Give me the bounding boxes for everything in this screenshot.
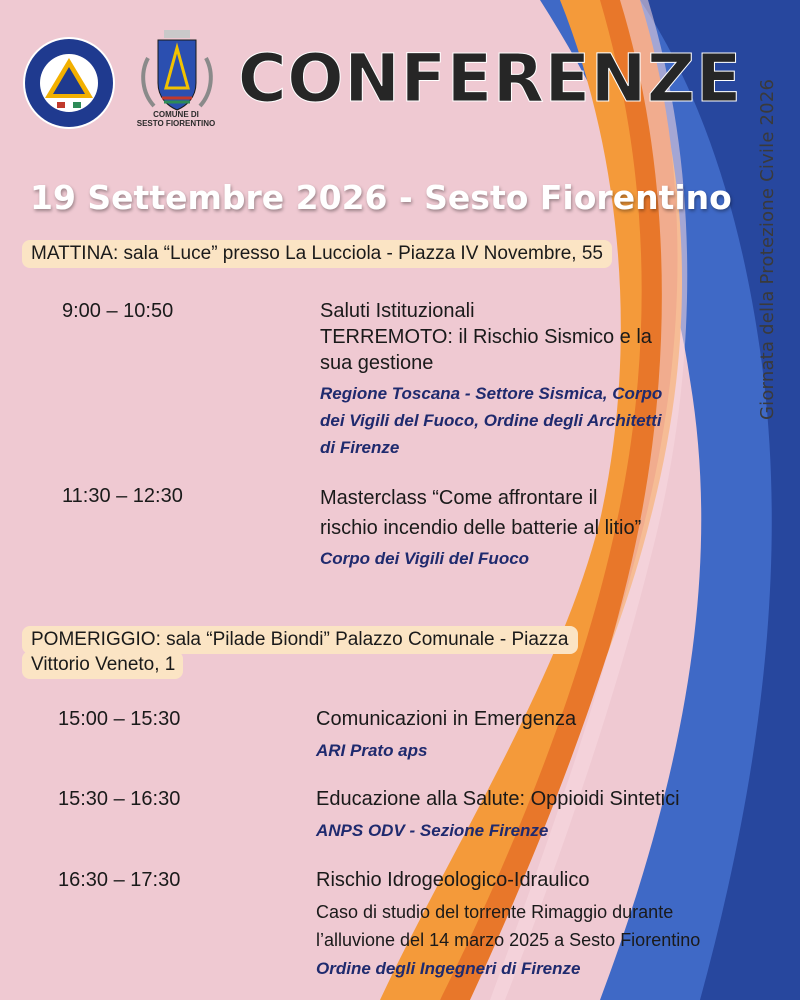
- event-subtitle: [316, 898, 700, 954]
- event-organizer-line: Regione Toscana - Settore Sismica, Corpo: [320, 384, 663, 403]
- event-organizer-line: ANPS ODV - Sezione Firenze: [316, 821, 549, 840]
- event-organizer-line: di Firenze: [320, 438, 400, 457]
- event-organizer-line: ARI Prato aps: [316, 741, 428, 760]
- event-organizer: [320, 380, 662, 461]
- event-time: 11:30 – 12:30: [62, 485, 183, 507]
- event-subtitle-line: Caso di studio del torrente Rimaggio durante: [316, 902, 674, 922]
- event-title: [320, 483, 641, 543]
- event-title: [316, 867, 589, 893]
- event-organizer: [320, 545, 529, 572]
- event-time: 9:00 – 10:50: [62, 300, 174, 322]
- event-time: 16:30 – 17:30: [58, 869, 181, 891]
- comune-logo-line2: SESTO FIORENTINO: [136, 119, 216, 128]
- comune-logo-caption: [128, 110, 224, 128]
- event-title-line: Comunicazioni in Emergenza: [316, 708, 577, 730]
- event-title-line: sua gestione: [320, 352, 434, 374]
- page-title: CONFERENZE: [238, 40, 743, 117]
- event-title: [316, 786, 680, 812]
- event-organizer-line: Corpo dei Vigili del Fuoco: [320, 549, 530, 568]
- event-time: 15:30 – 16:30: [58, 788, 181, 810]
- event-date: 19 Settembre 2026 - Sesto Fiorentino: [30, 178, 732, 217]
- event-title-line: Rischio Idrogeologico-Idraulico: [316, 869, 590, 891]
- event-subtitle-line: l’alluvione del 14 marzo 2025 a Sesto Fiorentino: [316, 930, 701, 950]
- event-title: [320, 298, 652, 376]
- event-title-line: TERREMOTO: il Rischio Sismico e la: [320, 326, 652, 348]
- event-title: [316, 706, 576, 732]
- event-title-line: Saluti Istituzionali: [320, 300, 475, 322]
- event-organizer-line: dei Vigili del Fuoco, Ordine degli Architetti: [320, 411, 662, 430]
- protezione-civile-logo: [22, 36, 116, 130]
- comune-logo-line1: COMUNE DI: [153, 110, 199, 119]
- event-organizer: [316, 817, 548, 844]
- event-title-line: rischio incendio delle batterie al litio”: [320, 517, 642, 539]
- venue-pomeriggio-line1: POMERIGGIO: sala “Pilade Biondi” Palazzo Comunale - Piazza: [22, 626, 578, 654]
- event-organizer-line: Ordine degli Ingegneri di Firenze: [316, 959, 581, 978]
- event-organizer: [316, 955, 580, 982]
- event-title-line: Educazione alla Salute: Oppioidi Sintetici: [316, 788, 680, 810]
- event-organizer: [316, 737, 427, 764]
- venue-mattina: MATTINA: sala “Luce” presso La Lucciola - Piazza IV Novembre, 55: [22, 240, 612, 268]
- event-time: 15:00 – 15:30: [58, 708, 181, 730]
- side-caption: Giornata della Protezione Civile 2026: [757, 78, 778, 420]
- venue-pomeriggio-line2: Vittorio Veneto, 1: [22, 651, 183, 679]
- event-title-line: Masterclass “Come affrontare il: [320, 487, 598, 509]
